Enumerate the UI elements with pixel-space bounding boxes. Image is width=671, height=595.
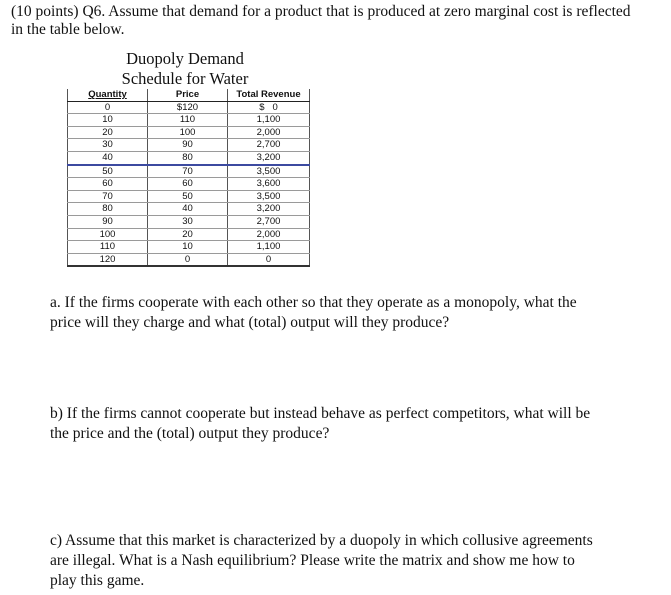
cell-quantity: 0 (68, 101, 148, 114)
cell-quantity: 90 (68, 215, 148, 228)
question-b-line-1: b) If the firms cannot cooperate but instead behave as perfect competitors, what will be (50, 405, 591, 422)
cell-price: 70 (148, 165, 228, 178)
header-quantity: Quantity (68, 89, 148, 101)
cell-revenue: 1,100 (228, 114, 310, 127)
cell-price: 60 (148, 178, 228, 191)
table-row (68, 139, 310, 152)
cell-quantity: 60 (68, 178, 148, 191)
cell-revenue: 2,700 (228, 215, 310, 228)
schedule-title-line-2: Schedule for Water (121, 69, 249, 88)
cell-price: 100 (148, 126, 228, 139)
question-c-line-3: play this game. (50, 572, 145, 589)
table-row (68, 203, 310, 216)
table-row (68, 151, 310, 164)
cell-revenue: 3,600 (228, 178, 310, 191)
question-c-line-2: are illegal. What is a Nash equilibrium? Please write the matrix and show me how to (50, 552, 575, 569)
table-row (68, 190, 310, 203)
table-row (68, 215, 310, 228)
cell-price: 80 (148, 151, 228, 164)
question-a (50, 293, 625, 333)
question-b-line-2: the price and the (total) output they produce? (50, 425, 330, 442)
question-c-line-1: c) Assume that this market is characterized by a duopoly in which collusive agreements (50, 532, 593, 549)
table-row (68, 126, 310, 139)
cell-quantity: 30 (68, 139, 148, 152)
cell-revenue: 3,200 (228, 203, 310, 216)
cell-price: 10 (148, 241, 228, 254)
cell-price: 40 (148, 203, 228, 216)
cell-price: $120 (148, 101, 228, 114)
cell-quantity: 80 (68, 203, 148, 216)
cell-quantity: 10 (68, 114, 148, 127)
cell-revenue: 0 (228, 253, 310, 266)
cell-quantity: 40 (68, 151, 148, 164)
cell-quantity: 100 (68, 228, 148, 241)
cell-revenue: 2,000 (228, 126, 310, 139)
cell-revenue: 2,700 (228, 139, 310, 152)
header-price: Price (148, 89, 228, 101)
question-a-line-2: price will they charge and what (total) output will they produce? (50, 314, 450, 331)
cell-quantity: 50 (68, 165, 148, 178)
cell-revenue: 1,100 (228, 241, 310, 254)
cell-quantity: 70 (68, 190, 148, 203)
cell-revenue: 2,000 (228, 228, 310, 241)
cell-revenue: 3,200 (228, 151, 310, 164)
table-header-row (68, 89, 310, 101)
table-row (68, 253, 310, 266)
cell-price: 30 (148, 215, 228, 228)
cell-price: 110 (148, 114, 228, 127)
intro-line-2: in the table below. (11, 21, 125, 38)
table-row (68, 101, 310, 114)
cell-quantity: 120 (68, 253, 148, 266)
cell-revenue: 3,500 (228, 165, 310, 178)
cell-quantity: 110 (68, 241, 148, 254)
table-row (68, 178, 310, 191)
cell-quantity: 20 (68, 126, 148, 139)
cell-price: 90 (148, 139, 228, 152)
cell-price: 0 (148, 253, 228, 266)
question-a-line-1: a. If the firms cooperate with each other so that they operate as a monopoly, what the (50, 294, 577, 311)
cell-revenue: $ 0 (228, 101, 310, 114)
table-row (68, 114, 310, 127)
intro-line-1: (10 points) Q6. Assume that demand for a product that is produced at zero marginal cost is reflected (11, 3, 631, 20)
schedule-title-line-1: Duopoly Demand (126, 49, 244, 68)
cell-price: 20 (148, 228, 228, 241)
demand-schedule-table (67, 89, 310, 267)
table-row (68, 241, 310, 254)
header-total-revenue: Total Revenue (228, 89, 310, 101)
question-b (50, 404, 625, 444)
table-row (68, 228, 310, 241)
question-intro (11, 3, 661, 39)
question-c (50, 531, 625, 591)
table-row (68, 165, 310, 178)
cell-price: 50 (148, 190, 228, 203)
cell-revenue: 3,500 (228, 190, 310, 203)
